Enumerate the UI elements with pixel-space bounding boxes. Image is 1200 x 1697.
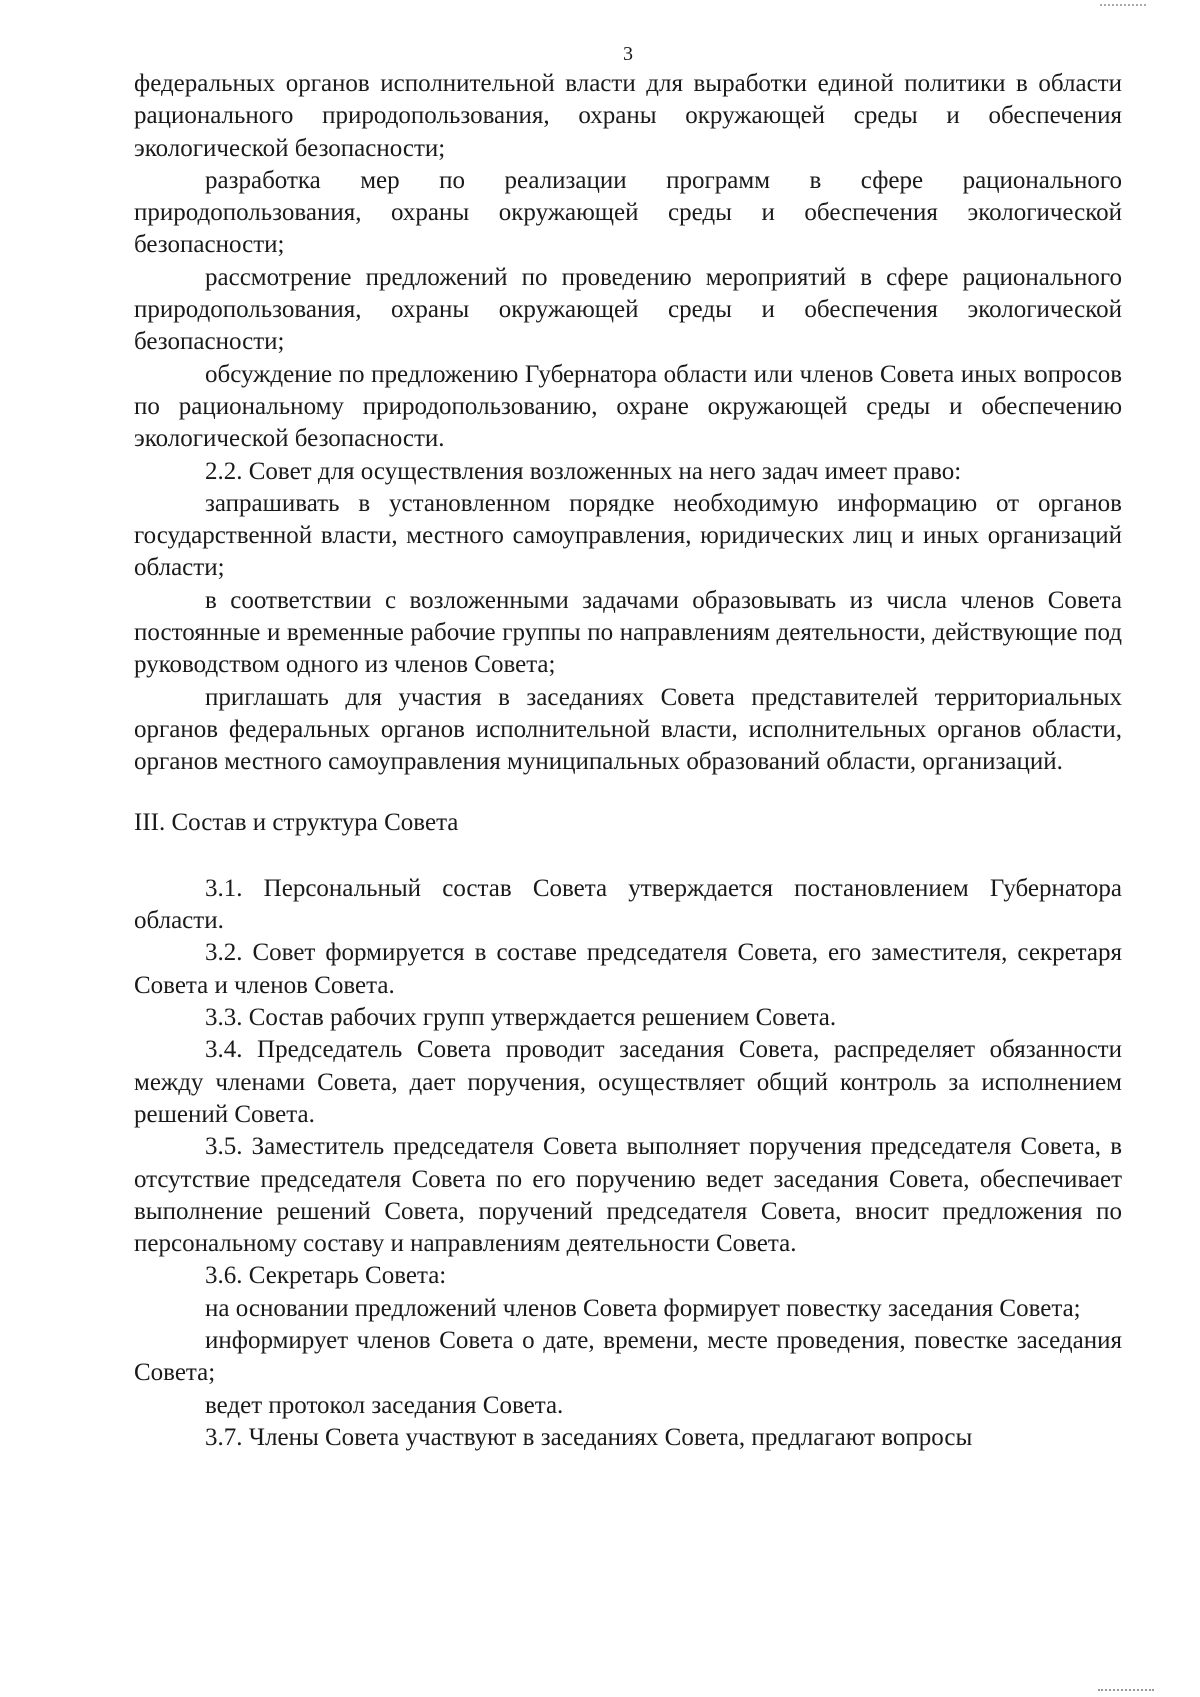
paragraph: в соответствии с возложенными задачами образовывать из числа членов Совета постоянные и временные рабочие группы по направлениям деятельности, действующие под руководством одного из членов Совета; (134, 586, 1122, 679)
paragraph-clause-3-6: 3.6. Секретарь Совета: (205, 1262, 447, 1290)
scan-artifact (1098, 1689, 1154, 1697)
paragraph: запрашивать в установленном порядке необходимую информацию от органов государственной власти, местного самоуправления, юридических лиц и иных организаций области; (134, 489, 1122, 582)
paragraph: информирует членов Совета о дате, времени, месте проведения, повестке заседания Совета; (134, 1326, 1122, 1387)
paragraph-clause-3-7: 3.7. Члены Совета участвуют в заседаниях Совета, предлагают вопросы (205, 1423, 973, 1451)
paragraph-clause-3-5: 3.5. Заместитель председателя Совета выполняет поручения председателя Совета, в отсутствие председателя Совета по его поручению ведет заседания Совета, обеспечивает выполнение решений Совета, поручений председателя Совета, вносит предложения по персональному составу и направлениям деятельности Совета. (134, 1133, 1122, 1258)
paragraph-clause-3-1: 3.1. Персональный состав Совета утверждается постановлением Губернатора области. (134, 874, 1122, 935)
document-body (134, 68, 1122, 1454)
paragraph: ведет протокол заседания Совета. (205, 1391, 564, 1419)
paragraph-clause-2-2: 2.2. Совет для осуществления возложенных на него задач имеет право: (205, 457, 962, 485)
paragraph: обсуждение по предложению Губернатора области или членов Совета иных вопросов по рациональному природопользованию, охране окружающей среды и обеспечению экологической безопасности. (134, 360, 1122, 453)
paragraph: разработка мер по реализации программ в сфере рационального природопользования, охраны окружающей среды и обеспечения экологической безопасности; (134, 166, 1122, 259)
section-heading: III. Состав и структура Совета (134, 808, 459, 836)
paragraph: на основании предложений членов Совета формирует повестку заседания Совета; (205, 1294, 1081, 1322)
paragraph-clause-3-2: 3.2. Совет формируется в составе председателя Совета, его заместителя, секретаря Совета и членов Совета. (134, 939, 1122, 999)
paragraph-clause-3-4: 3.4. Председатель Совета проводит заседания Совета, распределяет обязанности между членами Совета, дает поручения, осуществляет общий контроль за исполнением решений Совета. (134, 1036, 1122, 1128)
paragraph: приглашать для участия в заседаниях Совета представителей территориальных органов федеральных органов исполнительной власти, исполнительных органов области, органов местного самоуправления муниципальных образований области, организаций. (134, 683, 1122, 776)
paragraph-clause-3-3: 3.3. Состав рабочих групп утверждается решением Совета. (205, 1004, 837, 1032)
paragraph: рассмотрение предложений по проведению мероприятий в сфере рационального природопользования, охраны окружающей среды и обеспечения экологической безопасности; (134, 263, 1122, 356)
scan-artifact (1100, 0, 1146, 6)
paragraph-continuation: федеральных органов исполнительной власти для выработки единой политики в области рационального природопользования, охраны окружающей среды и обеспечения экологической безопасности; (134, 70, 1122, 162)
page-number: 3 (623, 43, 633, 65)
